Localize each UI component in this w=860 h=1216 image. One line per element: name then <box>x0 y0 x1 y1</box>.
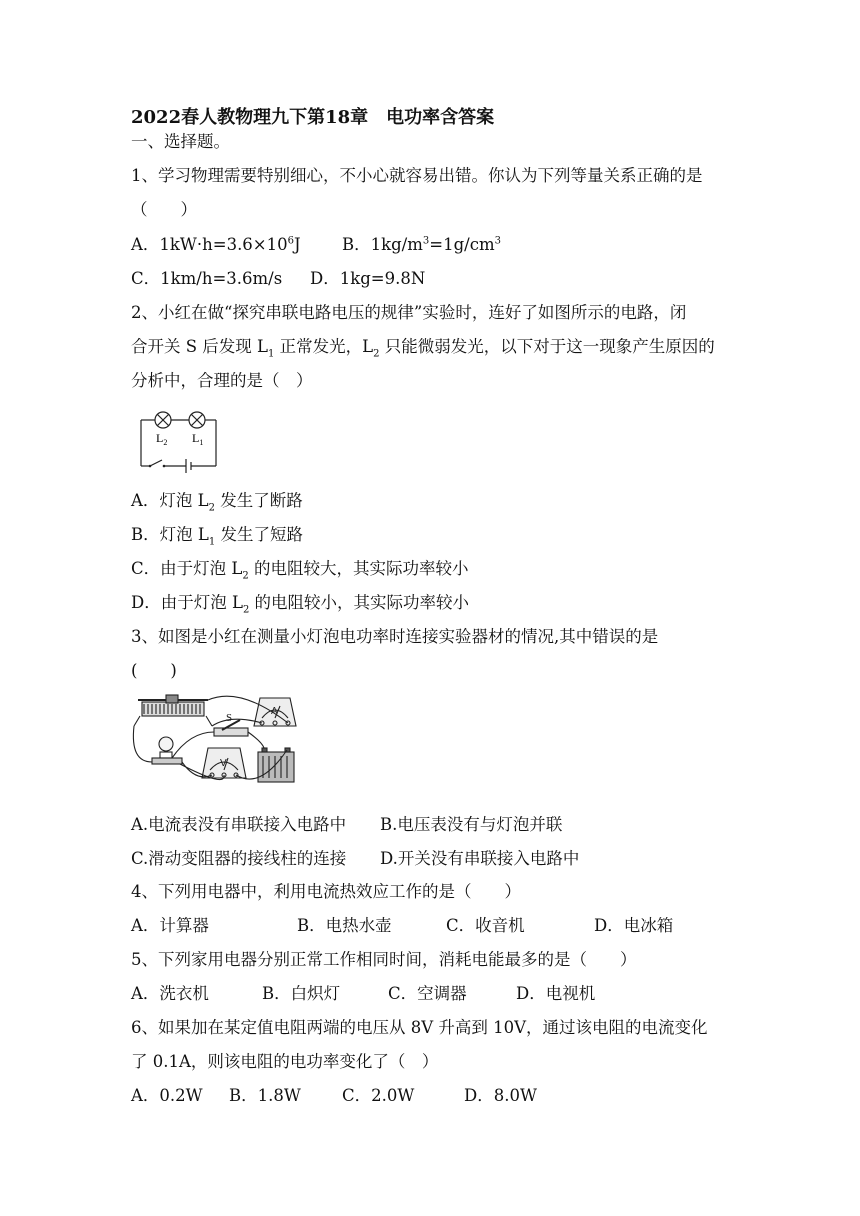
q6-line1: 6、如果加在某定值电阻两端的电压从 8V 升高到 10V，通过该电阻的电流变化 <box>131 1018 708 1037</box>
label-a: A <box>271 706 278 717</box>
switch-icon <box>150 460 162 466</box>
rheostat-icon <box>134 695 212 726</box>
q4-option-a: A．计算器 <box>131 916 209 935</box>
q1-option-d: D．1kg=9.8N <box>310 269 426 288</box>
q4-option-b: B．电热水壶 <box>297 916 392 935</box>
q5-option-c: C．空调器 <box>388 984 467 1003</box>
q2-line3: 分析中，合理的是（ ） <box>131 371 313 390</box>
q4-option-c: C．收音机 <box>446 916 525 935</box>
q2-option-a: A．灯泡 $L_2$ 发生了断路 <box>131 491 303 514</box>
q6-option-a: A．0.2W <box>131 1086 203 1105</box>
q2-option-d: D．由于灯泡 $L_2$ 的电阻较小，其实际功率较小 <box>131 593 470 616</box>
q2-option-c: C．由于灯泡 $L_2$ 的电阻较大，其实际功率较小 <box>131 559 469 582</box>
q3-option-a: A.电流表没有串联接入电路中 <box>131 815 347 834</box>
q6-line2: 了 0.1A，则该电阻的电功率变化了（ ） <box>131 1052 439 1071</box>
label-v: V <box>220 758 227 769</box>
q5-stem: 5、下列家用电器分别正常工作相同时间，消耗电能最多的是（ ） <box>131 950 637 969</box>
section-heading: 一、选择题。 <box>131 132 230 151</box>
q4-option-d: D．电冰箱 <box>594 916 674 935</box>
q3-apparatus-figure <box>130 692 306 792</box>
q3-line1: 3、如图是小红在测量小灯泡电功率时连接实验器材的情况,其中错误的是 <box>131 627 659 646</box>
document-title: 2022春人教物理九下第18章 电功率含答案 <box>131 107 495 128</box>
q5-option-a: A．洗衣机 <box>131 984 209 1003</box>
label-l1: $L_1$ <box>192 431 204 447</box>
q5-option-b: B．白炽灯 <box>262 984 341 1003</box>
q1-option-c: C．1km/h=3.6m/s <box>131 269 283 288</box>
q2-option-b: B．灯泡 $L_1$ 发生了短路 <box>131 525 303 548</box>
label-l2: $L_2$ <box>156 431 168 447</box>
q2-circuit-diagram <box>138 404 222 474</box>
q1-option-a: A．$1kW\cdot h=3.6\times 10^6J$ <box>131 235 301 254</box>
q1-option-b: B．$1kg/m^3=1g/cm^3$ <box>342 235 501 254</box>
q3-option-d: D.开关没有串联接入电路中 <box>380 849 580 868</box>
q1-paren: （ ） <box>131 200 197 219</box>
q2-line1: 2、小红在做“探究串联电路电压的规律”实验时，连好了如图所示的电路，闭 <box>131 303 687 322</box>
q6-option-d: D．8.0W <box>464 1086 537 1105</box>
q6-option-c: C．2.0W <box>342 1086 415 1105</box>
q3-paren: ( ) <box>131 661 177 680</box>
q5-option-d: D．电视机 <box>516 984 596 1003</box>
q4-stem: 4、下列用电器中，利用电流热效应工作的是（ ） <box>131 882 521 901</box>
q3-option-b: B.电压表没有与灯泡并联 <box>380 815 563 834</box>
label-s: S <box>226 712 233 724</box>
q1-stem: 1、学习物理需要特别细心，不小心就容易出错。你认为下列等量关系正确的是 <box>131 166 703 185</box>
battery-icon <box>258 748 294 782</box>
q6-option-b: B．1.8W <box>229 1086 301 1105</box>
q2-line2: 合开关 S 后发现 $L_1$ 正常发光，$L_2$ 只能微弱发光，以下对于这一现象产生原因的 <box>131 337 715 360</box>
q3-option-c: C.滑动变阻器的接线柱的连接 <box>131 849 347 868</box>
